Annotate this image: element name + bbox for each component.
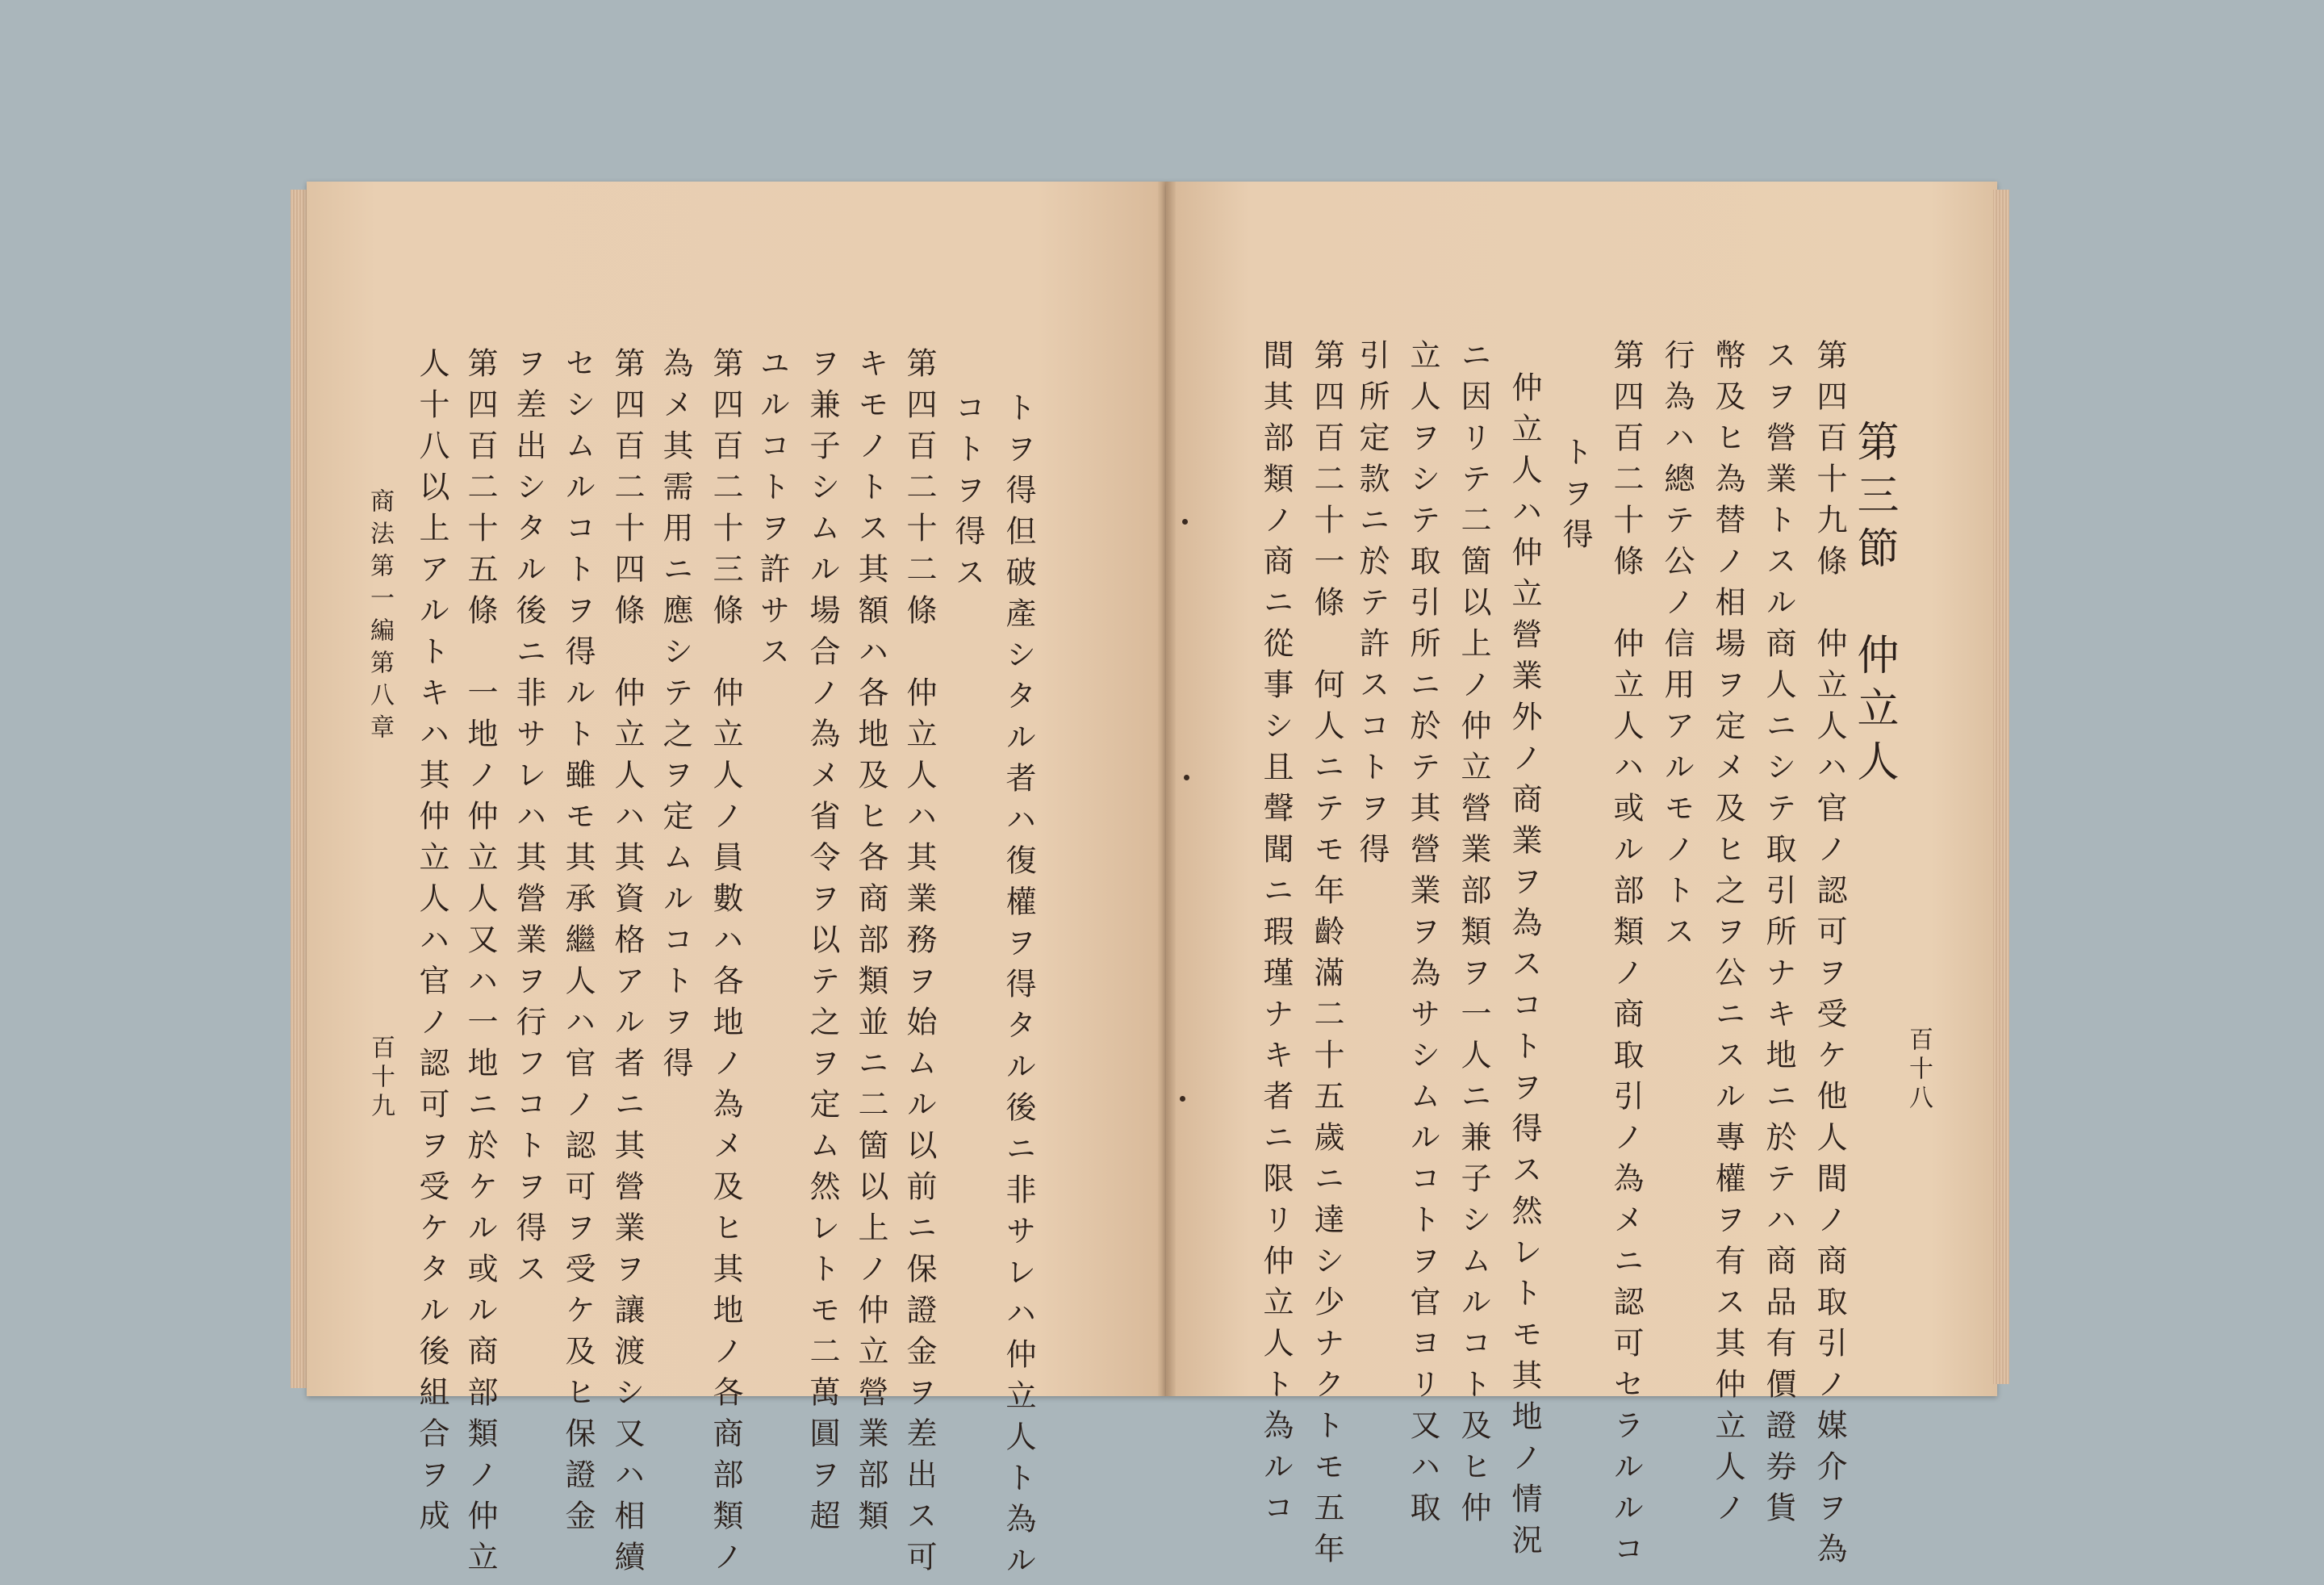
section-heading: 第三節 仲立人 [1850,420,1898,792]
stitch-hole [1184,775,1189,780]
text-column: 仲立人ハ仲立營業外ノ商業ヲ為スコトヲ得ス然レトモ其地ノ情況 [1507,371,1542,1565]
text-column: セシムルコトヲ得ルト雖モ其承繼人ハ官ノ認可ヲ受ケ及ヒ保證金 [560,347,596,1541]
text-column: スヲ營業トスル商人ニシテ取引所ナキ地ニ於テハ商品有價證券貨 [1761,339,1796,1533]
open-book [290,174,2009,1408]
text-column: 第四百二十二條 仲立人ハ其業務ヲ始ムル以前ニ保證金ヲ差出ス可 [901,347,937,1582]
text-column: 為メ其需用ニ應シテ之ヲ定ムルコトヲ得 [658,347,693,1088]
text-column: 第四百二十條 仲立人ハ或ル部類ノ商取引ノ為メニ認可セラルルコ [1608,339,1644,1574]
page-number-right: 百十八 [1904,1027,1933,1114]
text-column: ユルコトヲ許サス [754,347,790,676]
text-column: 幣及ヒ為替ノ相場ヲ定メ及ヒ之ヲ公ニスル專權ヲ有ス其仲立人ノ [1710,339,1745,1533]
text-column: キモノトス其額ハ各地及ヒ各商部類並ニ二箇以上ノ仲立營業部類 [853,347,888,1541]
text-column: 第四百二十三條 仲立人ノ員數ハ各地ノ為メ及ヒ其地ノ各商部類ノ [708,347,743,1582]
text-column: 立人ヲシテ取引所ニ於テ其營業ヲ為サシムルコトヲ官ヨリ又ハ取 [1405,339,1440,1533]
text-column: コトヲ得ス [950,391,985,597]
book-gutter [1158,182,1176,1396]
text-column: 第四百二十四條 仲立人ハ其資格アル者ニ其營業ヲ讓渡シ又ハ相續 [609,347,645,1582]
page-number-left: 百十九 [366,1035,395,1122]
stitch-hole [1182,519,1188,525]
text-column: 第四百二十五條 一地ノ仲立人又ハ一地ニ於ケル或ル商部類ノ仲立 [462,347,498,1582]
text-column: トヲ得 [1557,436,1593,559]
text-column: トヲ得但破產シタル者ハ復權ヲ得タル後ニ非サレハ仲立人ト為ル [1001,391,1036,1585]
text-column: 引所定款ニ於テ許スコトヲ得 [1354,339,1390,874]
text-column: ヲ差出シタル後ニ非サレハ其營業ヲ行フコトヲ得ス [511,347,546,1294]
text-column: 第四百十九條 仲立人ハ官ノ認可ヲ受ケ他人間ノ商取引ノ媒介ヲ為 [1812,339,1847,1574]
running-head: 商法第一編第八章 [366,488,394,746]
page-edges-right [1993,190,2009,1384]
stitch-hole [1180,1096,1185,1102]
text-column: 間其部類ノ商ニ從事シ且聲聞ニ瑕瑾ナキ者ニ限リ仲立人ト為ルコ [1258,339,1294,1533]
text-column: ヲ兼子シムル場合ノ為メ省令ヲ以テ之ヲ定ム然レトモ二萬圓ヲ超 [805,347,840,1541]
text-column: 第四百二十一條 何人ニテモ年齡滿二十五歲ニ達シ少ナクトモ五年 [1309,339,1344,1574]
text-column: ニ因リテ二箇以上ノ仲立營業部類ヲ一人ニ兼子シムルコト及ヒ仲 [1456,339,1491,1533]
text-column: 行為ハ總テ公ノ信用アルモノトス [1659,339,1695,956]
text-column: 人十八以上アルトキハ其仲立人ハ官ノ認可ヲ受ケタル後組合ヲ成 [414,347,449,1541]
